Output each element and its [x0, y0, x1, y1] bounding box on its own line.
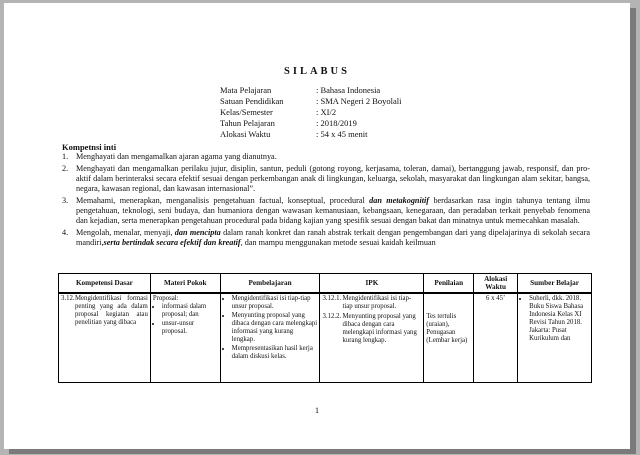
meta-row — [220, 85, 401, 96]
list-item — [62, 228, 590, 248]
column-header: IPK — [320, 274, 424, 294]
item-number: 3. — [62, 196, 69, 205]
kd-text: Mengidentifikasi formasi penting yang ada dalam proposal kegiatan atau penelitian yang dibaca — [75, 295, 148, 326]
emphasis-text: serta bertindak secara efektif dan kreatif — [103, 238, 241, 247]
item-number: 4. — [62, 228, 69, 237]
meta-value: : XI/2 — [316, 106, 337, 117]
column-header: Kompetensi Dasar — [59, 274, 151, 294]
meta-value: : 2018/2019 — [316, 117, 357, 128]
item-text — [76, 196, 590, 226]
cell-penilaian — [424, 293, 474, 383]
ipk-text: Mengidentifikasi isi tiap-tiap unsur proposal. — [342, 295, 412, 310]
kd-number: 3.12. — [61, 295, 75, 302]
item-text: Menghayati dan mengamalkan ajaran agama yang dianutnya. — [76, 152, 277, 161]
item-number: 2. — [62, 164, 69, 173]
cell-alokasi-waktu — [474, 293, 518, 383]
list-item — [62, 152, 590, 162]
meta-value: : Bahasa Indonesia — [316, 85, 381, 95]
meta-label: Kelas/Semester — [220, 106, 273, 117]
meta-label: Tahun Pelajaran — [220, 117, 275, 128]
kd-entry — [61, 295, 148, 327]
meta-row — [220, 118, 401, 129]
cell-pembelajaran — [220, 293, 320, 383]
list-item — [62, 196, 590, 226]
materi-heading: Proposal: — [152, 295, 179, 302]
syllabus-table — [58, 273, 592, 383]
ipk-number: 3.12.1. — [322, 295, 342, 302]
text-run: Mengolah, menalar, menyaji, — [76, 228, 175, 237]
list-item: • unsur-unsur proposal. — [162, 320, 218, 336]
item-text — [76, 228, 590, 248]
table-header-row — [59, 274, 592, 294]
meta-label: Mata Pelajaran — [220, 85, 272, 95]
ipk-text: Menyunting proposal yang dibaca dengan cara melengkapi informasi yang kurang lengkap. — [342, 313, 417, 344]
alokasi-text: 6 x 45’ — [486, 295, 506, 302]
cell-materi-pokok — [150, 293, 220, 383]
list-item: • Suherli, dkk. 2018. Buku Siswa Bahasa Indonesia Kelas XI Revisi Tahun 2018. Jakarta: Pusat Kurikulum dan — [529, 295, 589, 343]
meta-block — [220, 85, 401, 140]
column-header: Penilaian — [424, 274, 474, 294]
item-number: 1. — [62, 152, 69, 161]
text-run: Memahami, menerapkan, menganalisis pengetahuan factual, konseptual, procedural — [76, 196, 370, 205]
table-row — [59, 293, 592, 383]
column-header: Pembelajaran — [220, 274, 320, 294]
pembelajaran-list — [223, 295, 318, 361]
meta-row — [220, 107, 401, 118]
text-run: berdasarkan rasa ingin tahunya tentang ilmu pengetahuan, teknologi, seni budaya, dan humaniora dengan wawasan kemanusiaan, kebangsaan, kenegaraan, dan peradaban terkait penyebab fenomena dan kejadian, serta menerapkan pengetahuan procedural pada bidang kajian yang spesifik sesuai dengan bakat dan minatnya untuk memecahkan masalah. — [76, 196, 591, 225]
meta-label: Satuan Pendidikan — [220, 95, 284, 106]
ipk-entry — [322, 295, 421, 311]
list-item: • Mempresentasikan hasil kerja dalam diskusi kelas. — [232, 345, 318, 361]
kompetensi-heading: Kompetnsi inti — [62, 142, 117, 152]
meta-row — [220, 96, 401, 107]
document-title: SILABUS — [284, 66, 350, 77]
item-text: Menghayati dan mengamalkan perilaku jujur, disiplin, santun, peduli (gotong royong, kerjasama, toleran, damai), bertanggung jawab, responsif, dan pro-aktif dalam berinteraksi secara efektif sesuai dengan perkembangan anak di lingkungan, keluarga, sekolah, masyarakat dan lingkungan alam sekitar, bangsa, negara, kawasan regional, dan kawasan internasional”. — [76, 164, 590, 193]
page-shadow-bottom — [9, 449, 636, 454]
kompetensi-list — [62, 152, 590, 250]
meta-label: Alokasi Waktu — [220, 128, 271, 139]
column-header: Sumber Belajar — [518, 274, 592, 294]
cell-kompetensi-dasar — [59, 293, 151, 383]
text-run: dalam ranah konkret dan ranah abstrak terkait dengan pengembangan dari yang dipelajarinya di sekolah secara mandiri, — [76, 228, 591, 247]
meta-value: : SMA Negeri 2 Boyolali — [316, 95, 402, 106]
list-item — [62, 164, 590, 194]
ipk-number: 3.12.2. — [322, 313, 342, 320]
sumber-list — [520, 295, 589, 343]
text-run: , dan mampu menggunakan metode sesuai kaidah keilmuan — [240, 238, 436, 247]
document-page — [4, 3, 630, 449]
cell-ipk — [320, 293, 424, 383]
page-shadow-right — [630, 8, 636, 449]
emphasis-text: dan mencipta — [174, 228, 221, 237]
column-header: Materi Pokok — [150, 274, 220, 294]
list-item: • Mengidentifikasi isi tiap-tiap unsur proposal. — [232, 295, 318, 311]
penilaian-text: Tes tertulis (uraian), Penugasan (Lembar kerja) — [426, 313, 468, 344]
list-item: • Menyunting proposal yang dibaca dengan cara melengkapi informasi yang kurang lengkap. — [232, 312, 318, 344]
emphasis-text: dan metakognitif — [369, 196, 430, 205]
page-number: 1 — [314, 405, 320, 415]
ipk-entry — [322, 313, 421, 345]
cell-sumber-belajar — [518, 293, 592, 383]
materi-list — [153, 303, 218, 336]
column-header: Alokasi Waktu — [474, 274, 518, 294]
meta-value: : 54 x 45 menit — [316, 128, 368, 139]
list-item: • informasi dalam proposal; dan — [162, 303, 218, 319]
meta-row — [220, 129, 401, 140]
